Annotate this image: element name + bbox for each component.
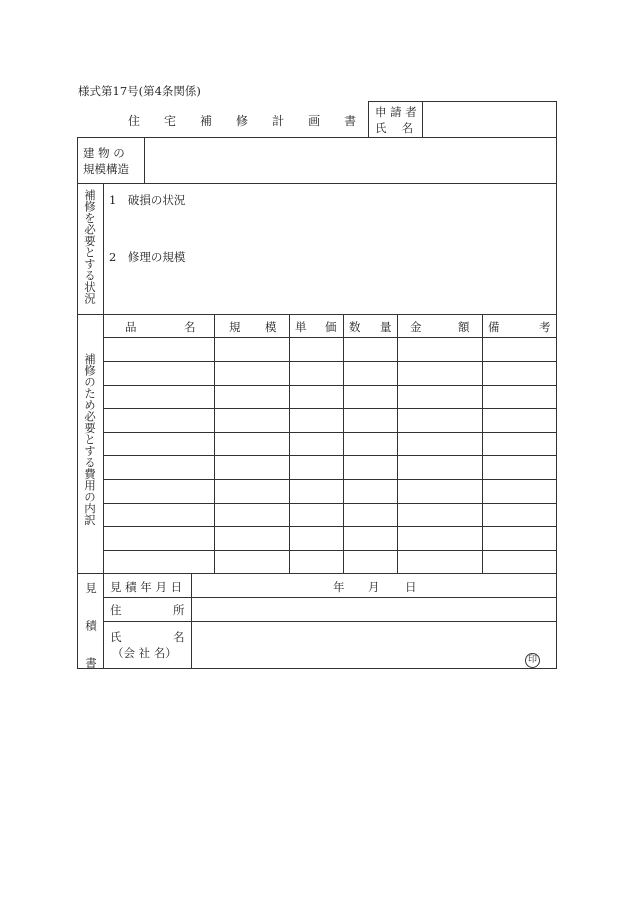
column-header-amount-a: 金 xyxy=(410,320,422,334)
repair-need-label: 補修を必要とする状況 xyxy=(83,189,97,304)
document-title xyxy=(128,112,380,129)
column-header-unit-price-a: 単 xyxy=(295,320,307,334)
building-label-line2: 規模構造 xyxy=(83,162,129,176)
estimate-address-label-a: 住 xyxy=(110,603,122,617)
form-number: 様式第17号(第4条関係) xyxy=(78,84,201,98)
column-header-quantity-a: 数 xyxy=(349,320,361,334)
column-header-amount-b: 額 xyxy=(458,320,470,334)
estimate-company-label: （会 社 名） xyxy=(112,646,177,660)
column-header-item-name-b: 名 xyxy=(184,320,196,334)
estimate-name-label-b: 名 xyxy=(173,630,185,644)
title-char: 修 xyxy=(236,114,249,128)
estimate-label: 見 積 書 xyxy=(84,582,98,675)
column-header-scale-b: 模 xyxy=(265,320,277,334)
column-header-quantity-b: 量 xyxy=(380,320,392,334)
column-header-remarks-b: 考 xyxy=(539,320,551,334)
repair-need-item-2: 2 修理の規模 xyxy=(109,250,186,264)
title-char: 住 xyxy=(128,114,141,128)
title-char: 計 xyxy=(272,114,285,128)
estimate-date-label: 見 積 年 月 日 xyxy=(110,580,183,594)
title-char: 補 xyxy=(200,114,213,128)
estimate-year-unit: 年 xyxy=(333,580,345,594)
column-header-unit-price-b: 価 xyxy=(325,320,337,334)
seal-mark: 印 xyxy=(525,653,540,668)
applicant-label-line2: 氏 名 xyxy=(375,121,414,135)
estimate-name-label-a: 氏 xyxy=(110,630,122,644)
column-header-scale-a: 規 xyxy=(229,320,241,334)
cost-breakdown-label: 補修のため必要とする費用の内訳 xyxy=(83,353,97,526)
building-label-line1: 建 物 の xyxy=(83,146,125,160)
title-char: 宅 xyxy=(164,114,177,128)
title-char: 書 xyxy=(344,114,357,128)
column-header-item-name-a: 品 xyxy=(125,320,137,334)
estimate-address-label-b: 所 xyxy=(173,603,185,617)
estimate-day-unit: 日 xyxy=(405,580,417,594)
repair-need-item-1: 1 破損の状況 xyxy=(109,193,186,207)
column-header-remarks-a: 備 xyxy=(488,320,500,334)
title-char: 画 xyxy=(308,114,321,128)
applicant-label-line1: 申 請 者 xyxy=(375,105,417,119)
estimate-month-unit: 月 xyxy=(368,580,380,594)
